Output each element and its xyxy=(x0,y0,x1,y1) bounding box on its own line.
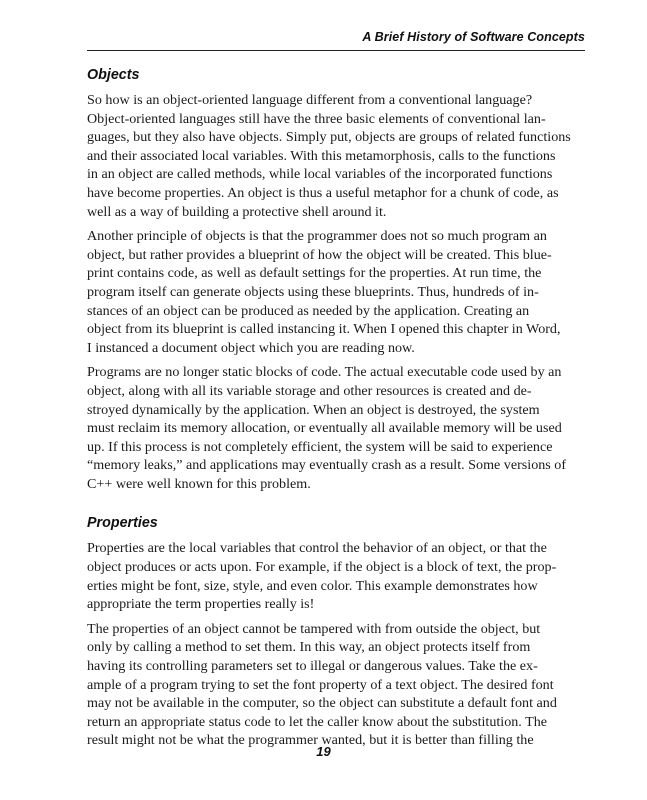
page-body xyxy=(87,62,585,756)
text-line: ample of a program trying to set the font property of a text object. The desired font xyxy=(87,676,554,693)
text-line: C++ were well known for this problem. xyxy=(87,475,311,492)
section-heading-objects: Objects xyxy=(87,67,140,83)
section-heading-properties: Properties xyxy=(87,515,158,532)
text-line: result might not be what the programmer wanted, but it is better than filling the xyxy=(87,732,534,749)
text-line: must reclaim its memory allocation, or eventually all available memory will be used xyxy=(87,420,562,437)
text-line: Programs are no longer static blocks of code. The actual executable code used by an xyxy=(87,364,562,381)
text-line: object from its blueprint is called instancing it. When I opened this chapter in Word, xyxy=(87,321,561,338)
text-line: object, along with all its variable storage and other resources is created and de- xyxy=(87,382,532,399)
text-line: So how is an object-oriented language different from a conventional language? xyxy=(87,92,533,108)
text-line: may not be available in the computer, so the object can substitute a default font and xyxy=(87,695,557,712)
text-line: stroyed dynamically by the application. When an object is destroyed, the system xyxy=(87,401,540,418)
text-line: having its controlling parameters set to illegal or dangerous values. Take the ex- xyxy=(87,658,538,675)
header-rule xyxy=(87,50,585,51)
text-line: object produces or acts upon. For example, if the object is a block of text, the prop- xyxy=(87,559,557,576)
text-line: The properties of an object cannot be tampered with from outside the object, but xyxy=(87,620,541,637)
paragraph xyxy=(87,539,585,613)
text-line: stances of an object can be produced as needed by the application. Creating an xyxy=(87,302,530,319)
text-line: Object-oriented languages still have the three basic elements of conventional lan- xyxy=(87,110,546,127)
text-line: object, but rather provides a blueprint of how the object will be created. This blue- xyxy=(87,246,552,263)
text-line: up. If this process is not completely efficient, the system will be said to experience xyxy=(87,438,553,455)
text-line: well as a way of building a protective shell around it. xyxy=(87,203,387,220)
text-line: guages, but they also have objects. Simply put, objects are groups of related functions xyxy=(87,129,571,146)
paragraph xyxy=(87,91,585,221)
text-line: print contains code, as well as default settings for the properties. At run time, the xyxy=(87,265,542,282)
text-line: only by calling a method to set them. In this way, an object protects itself from xyxy=(87,639,531,656)
running-head: A Brief History of Software Concepts xyxy=(362,30,585,44)
text-line: Properties are the local variables that control the behavior of an object, or that the xyxy=(87,540,547,557)
paragraph xyxy=(87,363,585,493)
text-line: in an object are called methods, while local variables of the incorporated functions xyxy=(87,166,553,183)
paragraph xyxy=(87,227,585,357)
text-line: have become properties. An object is thus a useful metaphor for a chunk of code, as xyxy=(87,184,559,201)
text-line: Another principle of objects is that the programmer does not so much program an xyxy=(87,228,547,245)
text-line: appropriate the term properties really is! xyxy=(87,596,315,613)
text-line: program itself can generate objects using these blueprints. Thus, hundreds of in- xyxy=(87,283,539,300)
text-line: and their associated local variables. With this metamorphosis, calls to the functions xyxy=(87,147,556,164)
paragraph xyxy=(87,620,585,750)
text-line: “memory leaks,” and applications may eventually crash as a result. Some versions of xyxy=(87,457,567,474)
text-line: erties might be font, size, style, and even color. This example demonstrates how xyxy=(87,577,538,594)
text-line: return an appropriate status code to let the caller know about the substitution. The xyxy=(87,713,548,730)
page-number: 19 xyxy=(316,744,331,759)
text-line: I instanced a document object which you are reading now. xyxy=(87,339,415,356)
